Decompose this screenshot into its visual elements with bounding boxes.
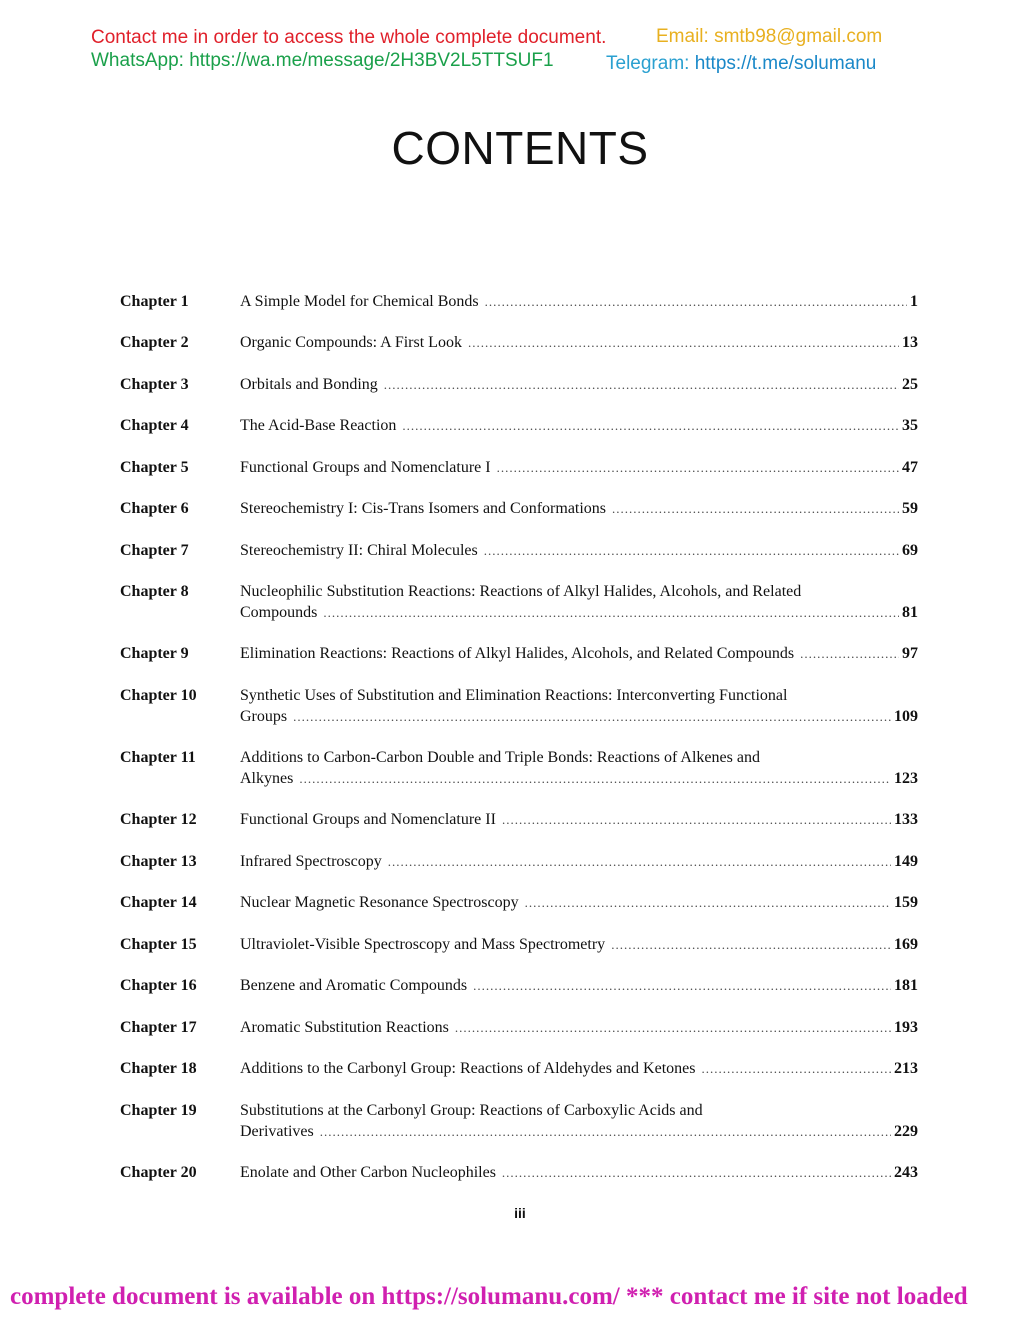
- toc-chapter: Chapter 2: [120, 334, 189, 351]
- toc-chapter: Chapter 9: [120, 645, 189, 662]
- toc-title: Enolate and Other Carbon Nucleophiles: [240, 1164, 496, 1181]
- toc-chapter: Chapter 20: [120, 1164, 197, 1181]
- leader-dots: [611, 934, 891, 955]
- toc-page: 97: [902, 645, 918, 662]
- toc-page: 123: [894, 770, 918, 787]
- toc-title: Derivatives: [240, 1123, 314, 1140]
- leader-dots: [701, 1058, 891, 1079]
- toc-title: Stereochemistry II: Chiral Molecules: [240, 542, 478, 559]
- leader-dots: [293, 706, 891, 727]
- toc-chapter: Chapter 7: [120, 542, 189, 559]
- whatsapp-link[interactable]: WhatsApp: https://wa.me/message/2H3BV2L5TTSUF1: [91, 50, 554, 71]
- toc-page: 69: [902, 542, 918, 559]
- toc-title: Alkynes: [240, 770, 294, 787]
- toc-page: 109: [894, 708, 918, 725]
- telegram-url[interactable]: https://t.me/solumanu: [694, 53, 877, 74]
- toc-title: Functional Groups and Nomenclature I: [240, 459, 491, 476]
- toc-page: 1: [910, 293, 918, 310]
- toc-title-line1: Nucleophilic Substitution Reactions: Reactions of Alkyl Halides, Alcohols, and Related: [240, 583, 802, 600]
- toc-chapter: Chapter 14: [120, 894, 197, 911]
- toc-chapter: Chapter 10: [120, 687, 197, 704]
- leader-dots: [320, 1121, 891, 1142]
- leader-dots: [502, 1162, 891, 1183]
- toc-title: Additions to the Carbonyl Group: Reactions of Aldehydes and Ketones: [240, 1060, 696, 1077]
- toc-chapter: Chapter 16: [120, 977, 197, 994]
- toc-chapter: Chapter 15: [120, 936, 197, 953]
- leader-dots: [384, 374, 899, 395]
- toc-title: Stereochemistry I: Cis-Trans Isomers and Conformations: [240, 500, 607, 517]
- leader-dots: [485, 291, 907, 312]
- toc-title: Infrared Spectroscopy: [240, 853, 382, 870]
- telegram-label: Telegram:: [606, 53, 695, 74]
- toc-chapter: Chapter 6: [120, 500, 189, 517]
- toc-chapter: Chapter 5: [120, 459, 189, 476]
- page-title: CONTENTS: [391, 122, 649, 174]
- leader-dots: [323, 602, 899, 623]
- toc-page: 35: [902, 417, 918, 434]
- leader-dots: [800, 643, 899, 664]
- toc-title-line1: Substitutions at the Carbonyl Group: Reactions of Carboxylic Acids and: [240, 1102, 703, 1119]
- toc-page: 169: [894, 936, 918, 953]
- page-number: iii: [514, 1205, 526, 1221]
- toc-chapter: Chapter 18: [120, 1060, 197, 1077]
- toc-page: 213: [894, 1060, 918, 1077]
- toc-title: Compounds: [240, 604, 318, 621]
- toc-page: 133: [894, 811, 918, 828]
- toc-page: 149: [894, 853, 918, 870]
- toc-title: Aromatic Substitution Reactions: [240, 1019, 449, 1036]
- toc-page: 193: [894, 1019, 918, 1036]
- toc-title: Organic Compounds: A First Look: [240, 334, 462, 351]
- leader-dots: [402, 415, 899, 436]
- leader-dots: [502, 809, 891, 830]
- footer-notice[interactable]: complete document is available on https://solumanu.com/ *** contact me if site not loaded: [10, 1283, 968, 1310]
- toc-page: 229: [894, 1123, 918, 1140]
- contact-notice: Contact me in order to access the whole complete document.: [91, 27, 607, 48]
- toc-page: 13: [902, 334, 918, 351]
- toc-title: Functional Groups and Nomenclature II: [240, 811, 496, 828]
- toc-chapter: Chapter 3: [120, 376, 189, 393]
- toc-page: 47: [902, 459, 918, 476]
- toc-title: A Simple Model for Chemical Bonds: [240, 293, 479, 310]
- toc-page: 59: [902, 500, 918, 517]
- toc-title: The Acid-Base Reaction: [240, 417, 397, 434]
- toc-chapter: Chapter 19: [120, 1102, 197, 1119]
- toc-title: Benzene and Aromatic Compounds: [240, 977, 468, 994]
- leader-dots: [388, 851, 891, 872]
- leader-dots: [299, 768, 891, 789]
- leader-dots: [473, 975, 891, 996]
- leader-dots: [497, 457, 899, 478]
- toc-chapter: Chapter 13: [120, 853, 197, 870]
- leader-dots: [484, 540, 899, 561]
- toc-page: 243: [894, 1164, 918, 1181]
- telegram-link[interactable]: [606, 53, 876, 75]
- toc-chapter: Chapter 12: [120, 811, 197, 828]
- leader-dots: [468, 332, 899, 353]
- toc-title: Groups: [240, 708, 288, 725]
- toc-chapter: Chapter 11: [120, 749, 196, 766]
- toc-title: Orbitals and Bonding: [240, 376, 378, 393]
- leader-dots: [525, 892, 891, 913]
- toc-title-line1: Additions to Carbon-Carbon Double and Triple Bonds: Reactions of Alkenes and: [240, 749, 760, 766]
- toc-page: 159: [894, 894, 918, 911]
- leader-dots: [612, 498, 899, 519]
- toc-chapter: Chapter 8: [120, 583, 189, 600]
- toc-chapter: Chapter 4: [120, 417, 189, 434]
- toc-chapter: Chapter 17: [120, 1019, 197, 1036]
- toc-chapter: Chapter 1: [120, 293, 189, 310]
- toc-page: 181: [894, 977, 918, 994]
- toc-page: 81: [902, 604, 918, 621]
- toc-title: Nuclear Magnetic Resonance Spectroscopy: [240, 894, 519, 911]
- toc-page: 25: [902, 376, 918, 393]
- toc-title: Elimination Reactions: Reactions of Alkyl Halides, Alcohols, and Related Compounds: [240, 645, 795, 662]
- leader-dots: [455, 1017, 891, 1038]
- toc-title-line1: Synthetic Uses of Substitution and Elimination Reactions: Interconverting Functional: [240, 687, 788, 704]
- toc-title: Ultraviolet-Visible Spectroscopy and Mass Spectrometry: [240, 936, 606, 953]
- email-link[interactable]: Email: smtb98@gmail.com: [656, 26, 883, 47]
